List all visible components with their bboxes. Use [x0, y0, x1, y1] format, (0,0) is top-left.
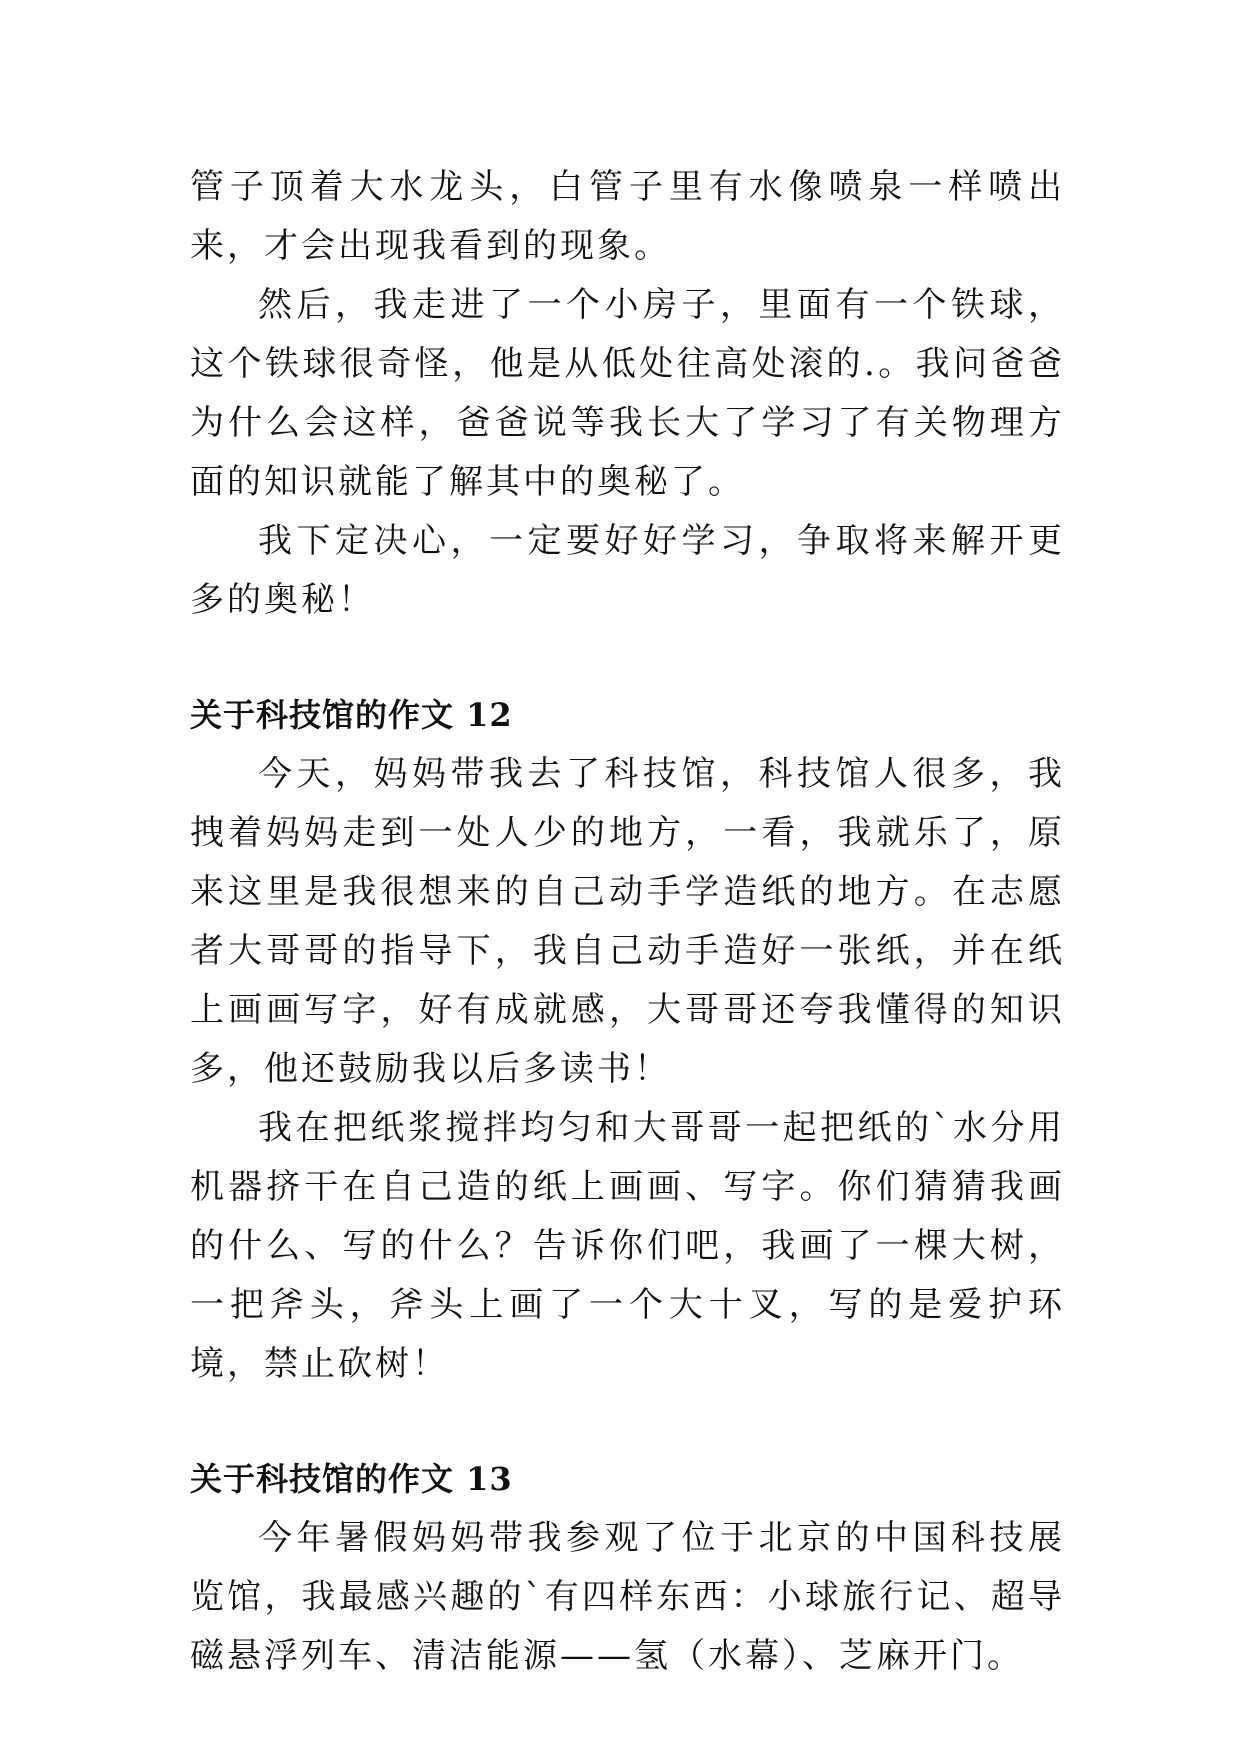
- paragraph: 我在把纸浆搅拌均匀和大哥哥一起把纸的`水分用机器挤干在自己造的纸上画画、写字。你们猜猜我画的什么、写的什么？告诉你们吧，我画了一棵大树，一把斧头，斧头上画了一个大十叉，写的是爱护环境，禁止砍树！: [190, 1108, 1065, 1384]
- essay-section-13: [190, 1450, 1065, 1686]
- essay-section-11-continued: [190, 158, 1065, 630]
- essay-section-12: [190, 686, 1065, 1394]
- document-page: [190, 158, 1065, 1686]
- paragraph: 今天，妈妈带我去了科技馆，科技馆人很多，我拽着妈妈走到一处人少的地方，一看，我就乐了，原来这里是我很想来的自己动手学造纸的地方。在志愿者大哥哥的指导下，我自己动手造好一张纸，并在纸上画画写字，好有成就感，大哥哥还夸我懂得的知识多，他还鼓励我以后多读书！: [190, 754, 1065, 1089]
- section-title: 关于科技馆的作文 12: [190, 696, 513, 734]
- paragraph: 然后，我走进了一个小房子，里面有一个铁球，这个铁球很奇怪，他是从低处往高处滚的.。我问爸爸为什么会这样，爸爸说等我长大了学习了有关物理方面的知识就能了解其中的奥秘了。: [190, 285, 1065, 502]
- paragraph: 管子顶着大水龙头，白管子里有水像喷泉一样喷出来，才会出现我看到的现象。: [190, 167, 1065, 266]
- section-spacer: [190, 1394, 1065, 1450]
- section-title: 关于科技馆的作文 13: [190, 1460, 513, 1498]
- paragraph: 今年暑假妈妈带我参观了位于北京的中国科技展览馆，我最感兴趣的`有四样东西：小球旅行记、超导磁悬浮列车、清洁能源——氢（水幕）、芝麻开门。: [190, 1518, 1065, 1676]
- paragraph: 我下定决心，一定要好好学习，争取将来解开更多的奥秘！: [190, 521, 1065, 620]
- section-spacer: [190, 630, 1065, 686]
